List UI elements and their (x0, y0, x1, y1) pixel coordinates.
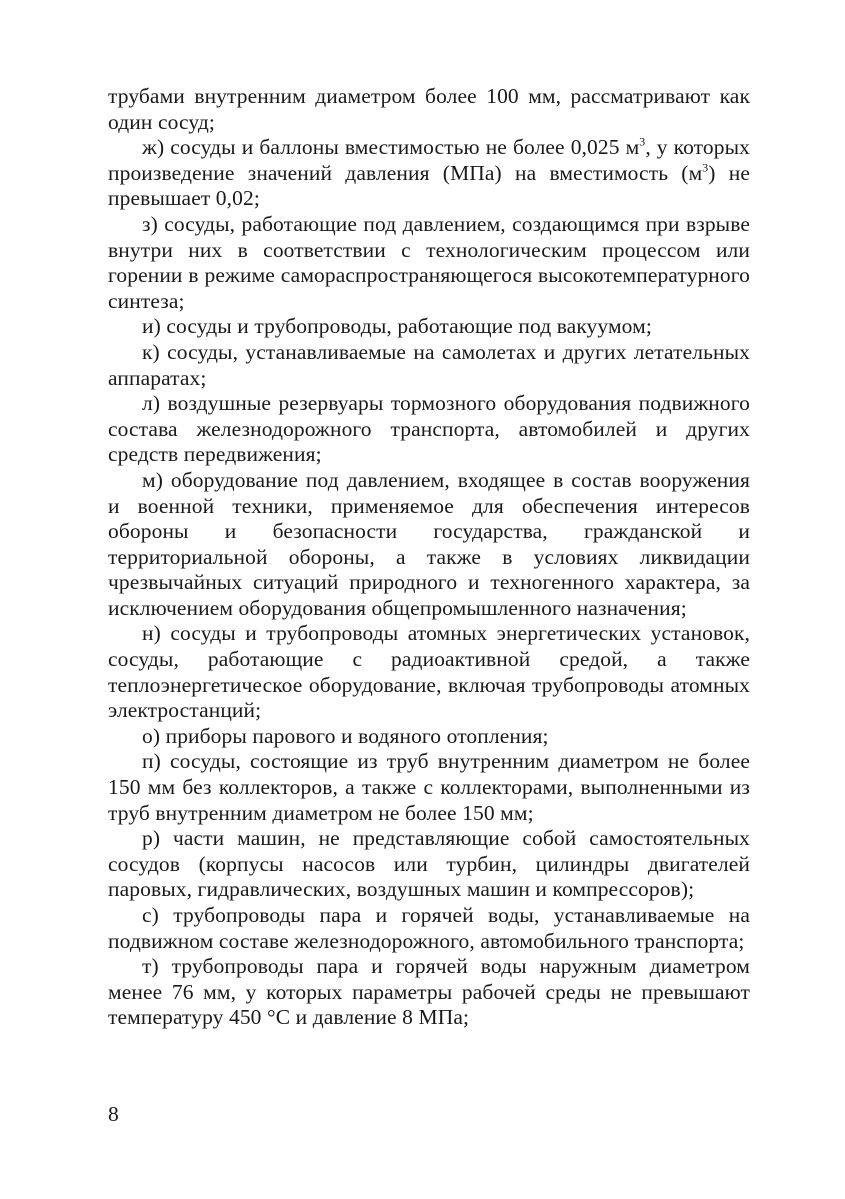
paragraph-item-t: т) трубопроводы пара и горячей воды наружным диаметром менее 76 мм, у которых параметры рабочей среды не превышают температуру 450 °С и давление 8 МПа; (108, 954, 750, 1030)
paragraph-item-i: и) сосуды и трубопроводы, работающие под вакуумом; (142, 314, 652, 339)
document-body (108, 84, 750, 1031)
paragraph-item-s: с) трубопроводы пара и горячей воды, устанавливаемые на подвижном составе железнодорожного, автомобильного транспорта; (108, 903, 750, 953)
page-number: 8 (108, 1102, 119, 1126)
paragraph-item-p: п) сосуды, состоящие из труб внутренним диаметром не более 150 мм без коллекторов, а также с коллекторами, выполненными из труб внутренним диаметром не более 150 мм; (108, 749, 750, 825)
paragraph-item-zh (108, 135, 750, 212)
paragraph-item-n: н) сосуды и трубопроводы атомных энергетических установок, сосуды, работающие с радиоактивной средой, а также теплоэнергетическое оборудование, включая трубопроводы атомных электростанций; (108, 621, 750, 723)
superscript-cubic: 3 (639, 134, 646, 149)
paragraph-item-zh-text-a: ж) сосуды и баллоны вместимостью не более 0,025 м (142, 135, 640, 160)
paragraph-item-z: з) сосуды, работающие под давлением, создающимся при взрыве внутри них в соответствии с технологическим процессом или горении в режиме самораспространяющегося высокотемпературного синтеза; (108, 211, 750, 313)
superscript-cubic: 3 (702, 160, 709, 175)
paragraph-item-m: м) оборудование под давлением, входящее в состав вооружения и военной техники, применяемое для обеспечения интересов обороны и безопасности государства, гражданской и территориальной обороны, а также в условиях ликвидации чрезвычайных ситуаций природного и техногенного характера, за исключением оборудования общепромышленного назначения; (108, 467, 750, 620)
paragraph-item-r: р) части машин, не представляющие собой самостоятельных сосудов (корпусы насосов или турбин, цилиндры двигателей паровых, гидравлических, воздушных машин и компрессоров); (108, 826, 750, 902)
paragraph-item-zh-text-c: ) не превышает 0,02; (108, 160, 751, 211)
paragraph-item-k: к) сосуды, устанавливаемые на самолетах и других летательных аппаратах; (108, 339, 750, 390)
paragraph-item-l: л) воздушные резервуары тормозного оборудования подвижного состава железнодорожного транспорта, автомобилей и других средств передвижения; (108, 391, 750, 467)
paragraph-item-o: о) приборы парового и водяного отопления; (142, 723, 549, 748)
paragraph-item-zh-text-b: , у которых произведение значений давления (МПа) на вместимость (м (108, 135, 750, 185)
paragraph-continuation: трубами внутренним диаметром более 100 мм, рассматривают как один сосуд; (108, 84, 750, 134)
